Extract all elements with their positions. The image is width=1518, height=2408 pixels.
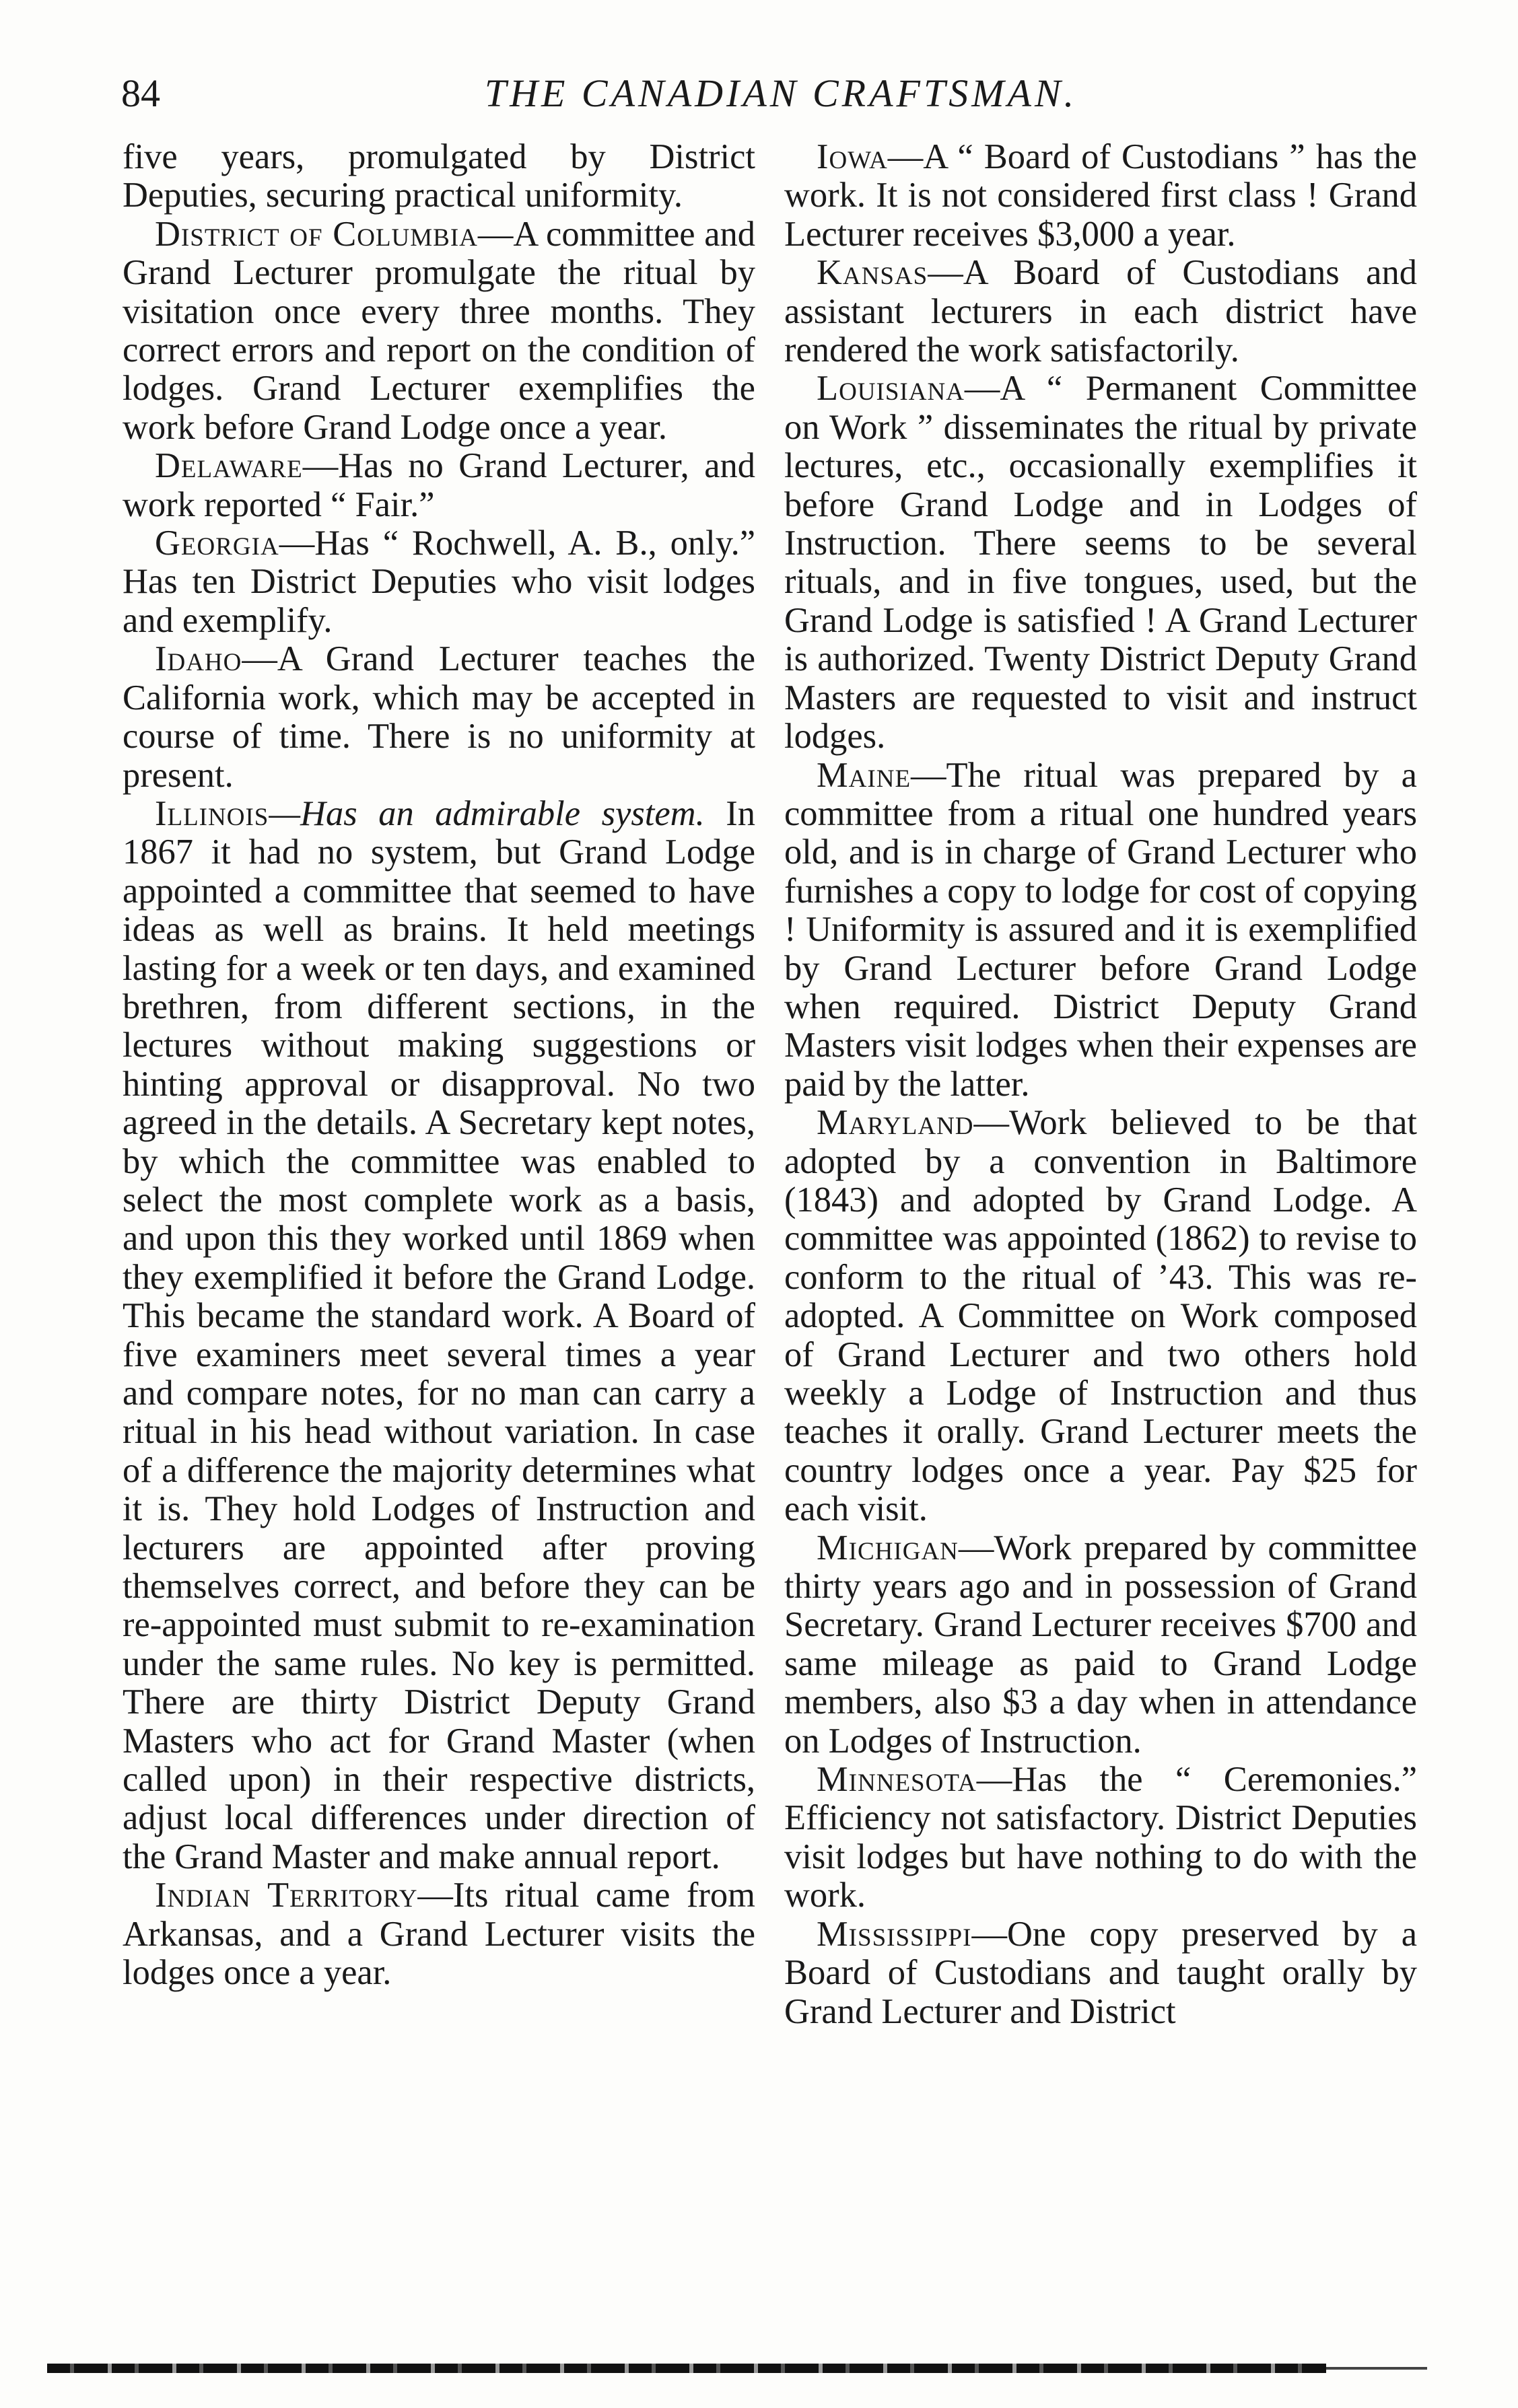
paragraph-illinois: Illinois—Has an admirable system. In 1867 it had no system, but Grand Lodge appointed a committee that seemed to have ideas as well as brains. It held meetings lasting for a week or ten days, and examined brethren, from different sections, in the lectures without making suggestions or hinting approval or disapproval. No two agreed in the details. A Secretary kept notes, by which the committee was enabled to select the most complete work as a basis, and upon this they worked until 1869 when they exemplified it before the Grand Lodge. This became the standard work. A Board of five examiners meet several times a year and compare notes, for no man can carry a ritual in his head without variation. In case of a difference the majority determines what it is. They hold Lodges of Instruction and lecturers are appointed after proving themselves correct, and before they can be re-appointed must submit to re-examination under the same rules. No key is permitted. There are thirty District Deputy Grand Masters who act for Grand Master (when called upon) in their respective districts, adjust local differences under direction of the Grand Master and make annual report. [123, 793, 756, 1876]
paragraph-idaho: Idaho—A Grand Lecturer teaches the California work, which may be accepted in course of time. There is no uniformity at present. [123, 639, 755, 795]
bottom-border-rule-tail [1326, 2367, 1427, 2370]
paragraph-georgia: Georgia—Has “ Rochwell, A. B., only.” Has ten District Deputies who visit lodges and exemplify. [123, 524, 755, 640]
paragraph-district-of-columbia: District of Columbia—A committee and Grand Lecturer promulgate the ritual by visitation once every three months. They correct errors and report on the condition of lodges. Grand Lecturer exemplifies the work before Grand Lodge once a year. [123, 214, 756, 447]
paragraph-kansas: Kansas—A Board of Custodians and assistant lecturers in each district have rendered the work satisfactorily. [784, 253, 1417, 370]
paragraph-maryland: Maryland—Work believed to be that adopted by a convention in Baltimore (1843) and adopted by Grand Lodge. A committee was appointed (1862) to revise to conform to the ritual of ’43. This was re-adopted. A Committee on Work composed of Grand Lecturer and two others hold weekly a Lodge of Instruction and thus teaches it orally. Grand Lecturer meets the country lodges once a year. Pay $25 for each visit. [784, 1103, 1417, 1529]
running-header [121, 64, 1441, 125]
bottom-border-rule [47, 2364, 1326, 2373]
paragraph-michigan: Michigan—Work prepared by committee thirty years ago and in possession of Grand Secretary. Grand Lecturer receives $700 and same mileage as paid to Grand Lodge members, also $3 a day when in attendance on Lodges of Instruction. [784, 1528, 1417, 1761]
paragraph-delaware: Delaware—Has no Grand Lecturer, and work reported “ Fair.” [123, 446, 755, 524]
page-number: 84 [121, 71, 160, 115]
right-column [784, 138, 1417, 2031]
paragraph-minnesota: Minnesota—Has the “ Ceremonies.” Efficiency not satisfactory. District Deputies visit lodges but have nothing to do with the work. [784, 1760, 1417, 1915]
running-title: THE CANADIAN CRAFTSMAN. [484, 71, 1078, 115]
paragraph-maine: Maine—The ritual was prepared by a committee from a ritual one hundred years old, and is in charge of Grand Lecturer who furnishes a copy to lodge for cost of copying ! Uniformity is assured and it is exemplified by Grand Lecturer before Grand Lodge when required. District Deputy Grand Masters visit lodges when their expenses are paid by the latter. [784, 755, 1417, 1104]
paragraph-louisiana: Louisiana—A “ Permanent Committee on Work ” disseminates the ritual by private lectures, etc., occasionally exemplifies it before Grand Lodge and in Lodges of Instruction. There seems to be several rituals, and in five tongues, used, but the Grand Lodge is satisfied ! A Grand Lecturer is authorized. Twenty District Deputy Grand Masters are requested to visit and instruct lodges. [784, 369, 1417, 756]
paragraph-mississippi: Mississippi—One copy preserved by a Board of Custodians and taught orally by Grand Lecturer and District [784, 1914, 1417, 2031]
paragraph-indian-territory: Indian Territory—Its ritual came from Arkansas, and a Grand Lecturer visits the lodges once a year. [123, 1876, 755, 1993]
paragraph-continued: five years, promulgated by District Deputies, securing practical uniformity. [123, 137, 755, 215]
left-column [123, 138, 755, 1993]
paragraph-iowa: Iowa—A “ Board of Custodians ” has the work. It is not considered first class ! Grand Lecturer receives $3,000 a year. [784, 137, 1417, 254]
